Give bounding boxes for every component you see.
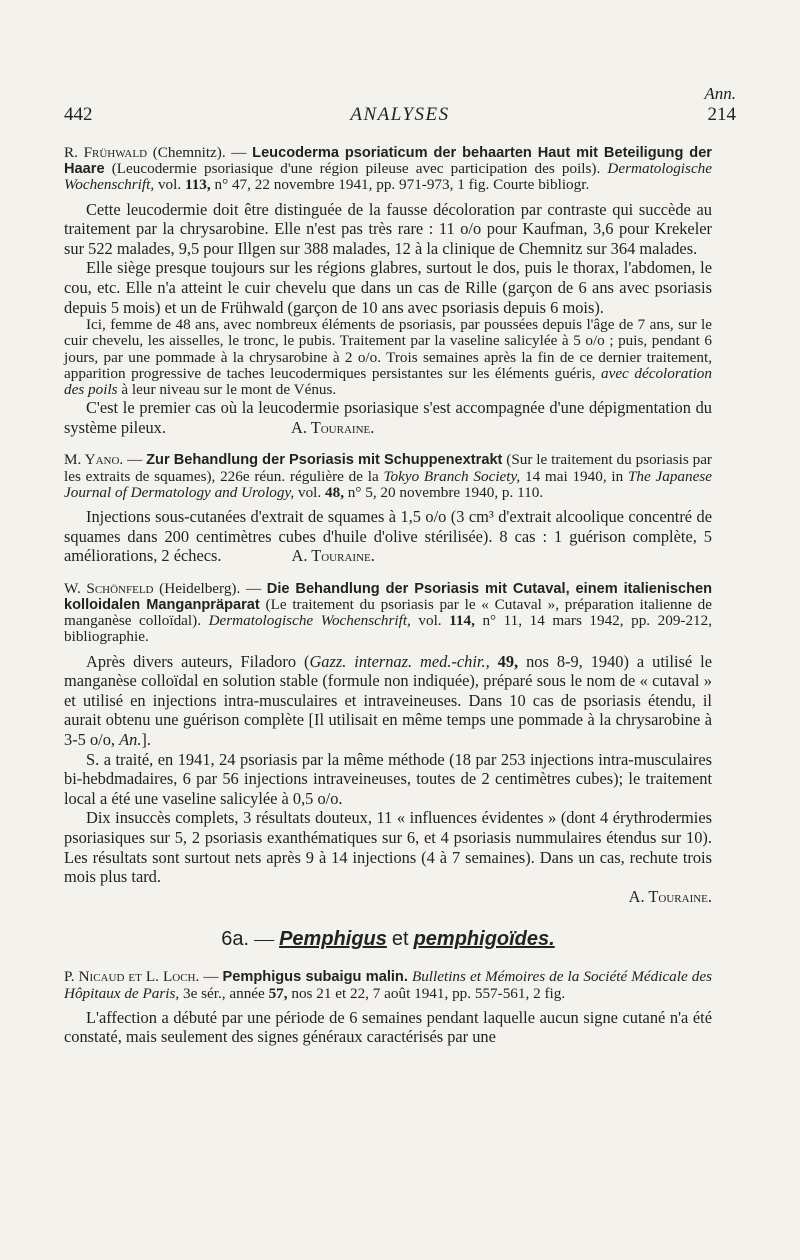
running-header <box>64 84 736 124</box>
author: W. Schönfeld <box>64 579 154 597</box>
dash: — <box>203 968 219 986</box>
volume-number: 49, <box>497 651 519 671</box>
signature: A. Touraine. <box>290 417 375 437</box>
volume-prefix: vol. <box>297 483 322 501</box>
article-title: Die Behandlung der Psoriasis mit Cutaval, einem italienischen kolloidalen Manganpräparat <box>64 580 713 613</box>
paragraph-with-signature <box>64 398 712 437</box>
paragraph-text: C'est le premier cas où la leucodermie psoriasique s'est accompagnée d'une dépigmentation du système pileux. <box>64 398 712 437</box>
author: R. Frühwald <box>64 144 148 161</box>
citation-details: n° 11, 14 mars 1942, pp. 209-212, bibliographie. <box>64 612 713 646</box>
paragraph-text: Injections sous-cutanées d'extrait de squames à 1,5 o/o (3 cm³ d'extrait alcoolique concentré de squames dans 200 centimètres cubes d'huile d'olive stérilisée). 8 cas : 1 guérison complète, 5 améliorations, 2 échecs. <box>64 506 712 566</box>
paragraph: L'affection a débuté par une période de 6 semaines pendant laquelle aucun signe cutané n'a été constaté, mais seulement des signes généraux caractérisés par une <box>64 1007 712 1047</box>
section-title-1: Pemphigus <box>279 928 387 951</box>
article-title: Pemphigus subaigu malin. <box>222 969 408 986</box>
journal-name: Dermatologische Wochenschrift, <box>208 612 411 630</box>
paragraph-text-cont: nos 8-9, 1940) a utilisé le manganèse colloïdal en solution stable (formule non indiquée), préparé sous le nom de « cutaval » et utilisé en injections intra-musculaires et intraveineuses. Dans 10 cas de psoriasis étendu, il aurait obtenu une guérison complète [Il utilisait en même temps une pommade à la chrysarobine à 3-5 o/o, <box>64 651 712 749</box>
section-number: 6a. <box>221 928 250 951</box>
page-number-left: 442 <box>64 104 93 125</box>
citation-details: n° 5, 20 novembre 1940, p. 110. <box>347 483 544 501</box>
case-text-end: à leur niveau sur le mont de Vénus. <box>121 380 337 398</box>
journal-reference: Gazz. internaz. med.-chir., <box>309 651 490 671</box>
paragraph: S. a traité, en 1941, 24 psoriasis par la même méthode (18 par 253 injections intra-musculaires bi-hebdmadaires, 6 par 56 injections intraveineuses, toutes de 2 centimètres cubes); le traitement local a été une vaseline salicylée à 0,5 o/o. <box>64 749 712 808</box>
paragraph: Dix insuccès complets, 3 résultats douteux, 11 « influences évidentes » (dont 4 érythrodermies psoriasiques sur 5, 2 psoriasis exanthématiques sur 6, et 4 psoriasis nummulaires étendus sur 10). Les résultats sont surtout nets après 9 à 14 injections (4 à 7 semaines). Dans un cas, rechute trois mois plus tard. <box>64 808 712 887</box>
paragraph <box>64 652 712 750</box>
volume-prefix: vol. <box>418 612 442 630</box>
running-title: ANALYSES <box>350 104 450 125</box>
volume-prefix: vol. <box>157 176 182 194</box>
case-paragraph <box>64 317 712 398</box>
paragraph-text: Après divers auteurs, Filadoro ( <box>86 651 310 671</box>
header-annotation: Ann. <box>704 84 736 103</box>
title-translation: (Le traitement du psoriasis par le « Cutaval », préparation italienne de manganèse colloïdal). <box>64 595 713 630</box>
citation-details: n° 47, 22 novembre 1941, pp. 971-973, 1 fig. Courte bibliogr. <box>214 176 590 194</box>
title-translation: (Sur le traitement du psoriasis par les extraits de squames), 226e réun. régulière de la <box>64 451 712 485</box>
title-translation: (Leucodermie psoriasique d'une région pileuse avec participation des poils). <box>111 160 601 178</box>
author: P. Nicaud et L. Loch. <box>64 968 200 986</box>
reference-frühwald <box>64 145 712 194</box>
paragraph: Elle siège presque toujours sur les régions glabres, surtout le dos, puis le thorax, l'abdomen, le cou, etc. Elle n'a atteint le cuir chevelu que dans un cas de Rille (garçon de 6 ans avec psoriasis depuis 5 mois) et un de Frühwald (garçon de 10 ans avec psoriasis depuis 6 mois). <box>64 258 712 317</box>
author: M. Yano. <box>64 451 124 469</box>
citation-mid: 14 mai 1940, in <box>524 467 624 485</box>
article-title: Leucoderma psoriaticum der behaarten Haut mit Beteiligung der Haare <box>64 145 712 178</box>
author-location: (Chemnitz). — <box>152 144 247 161</box>
article-title: Zur Behandlung der Psoriasis mit Schuppenextrakt <box>146 452 503 469</box>
volume-number: 57, <box>268 984 288 1002</box>
author-location: (Heidelberg). — <box>159 579 262 597</box>
section-title-2: pemphigoïdes. <box>413 928 555 951</box>
case-emphasis: avec décoloration des poils <box>64 364 712 398</box>
paragraph-with-signature <box>64 507 712 566</box>
reference-schönfeld <box>64 581 712 646</box>
series-info: 3e sér., année <box>182 984 265 1002</box>
section-conjunction: et <box>391 928 409 951</box>
journal-name: The Japanese Journal of Dermatology and Urology, <box>64 467 713 501</box>
main-content <box>64 145 712 1047</box>
society-name: Tokyo Branch Society, <box>383 467 521 485</box>
signature: A. Touraine. <box>628 886 712 906</box>
journal-name: Dermatologische Wochenschrift, <box>64 160 713 194</box>
annotator-note: An. <box>119 729 142 749</box>
reference-nicaud <box>64 969 712 1001</box>
page-number-right: 214 <box>707 104 736 125</box>
paragraph: Cette leucodermie doit être distinguée de la fausse décoloration par contraste qui succède au traitement par la chrysarobine. Elle n'est pas très rare : 11 o/o pour Kaufman, 3,6 pour Krekeler sur 522 malades, 9,5 pour Illgen sur 388 malades, 12 à la clinique de Chemnitz sur 364 malades. <box>64 199 712 258</box>
citation-details: nos 21 et 22, 7 août 1941, pp. 557-561, 2 fig. <box>291 984 566 1002</box>
signature: A. Touraine. <box>291 546 375 566</box>
case-text: Ici, femme de 48 ans, avec nombreux éléments de psoriasis, par poussées depuis l'âge de 7 ans, sur le cuir chevelu, les aisselles, le tronc, le pubis. Traitement par la vaseline salicylée à 5 o/o ; puis, pendant 6 jours, par une pommade à la chrysarobine à 2 o/o. Trois semaines après la fin de ce dernier traitement, apparition progressive de taches leucodermiques persistantes sur les éléments guéris, <box>64 316 712 382</box>
volume-number: 114, <box>449 612 475 630</box>
dash: — <box>127 451 143 469</box>
section-heading <box>64 928 712 951</box>
journal-name: Bulletins et Mémoires de la Société Médicale des Hôpitaux de Paris, <box>64 968 713 1002</box>
section-dash: — <box>254 928 275 951</box>
reference-yano <box>64 452 712 501</box>
bracket-close: ]. <box>141 729 151 749</box>
volume-number: 48, <box>325 483 344 501</box>
volume-number: 113, <box>184 176 211 194</box>
